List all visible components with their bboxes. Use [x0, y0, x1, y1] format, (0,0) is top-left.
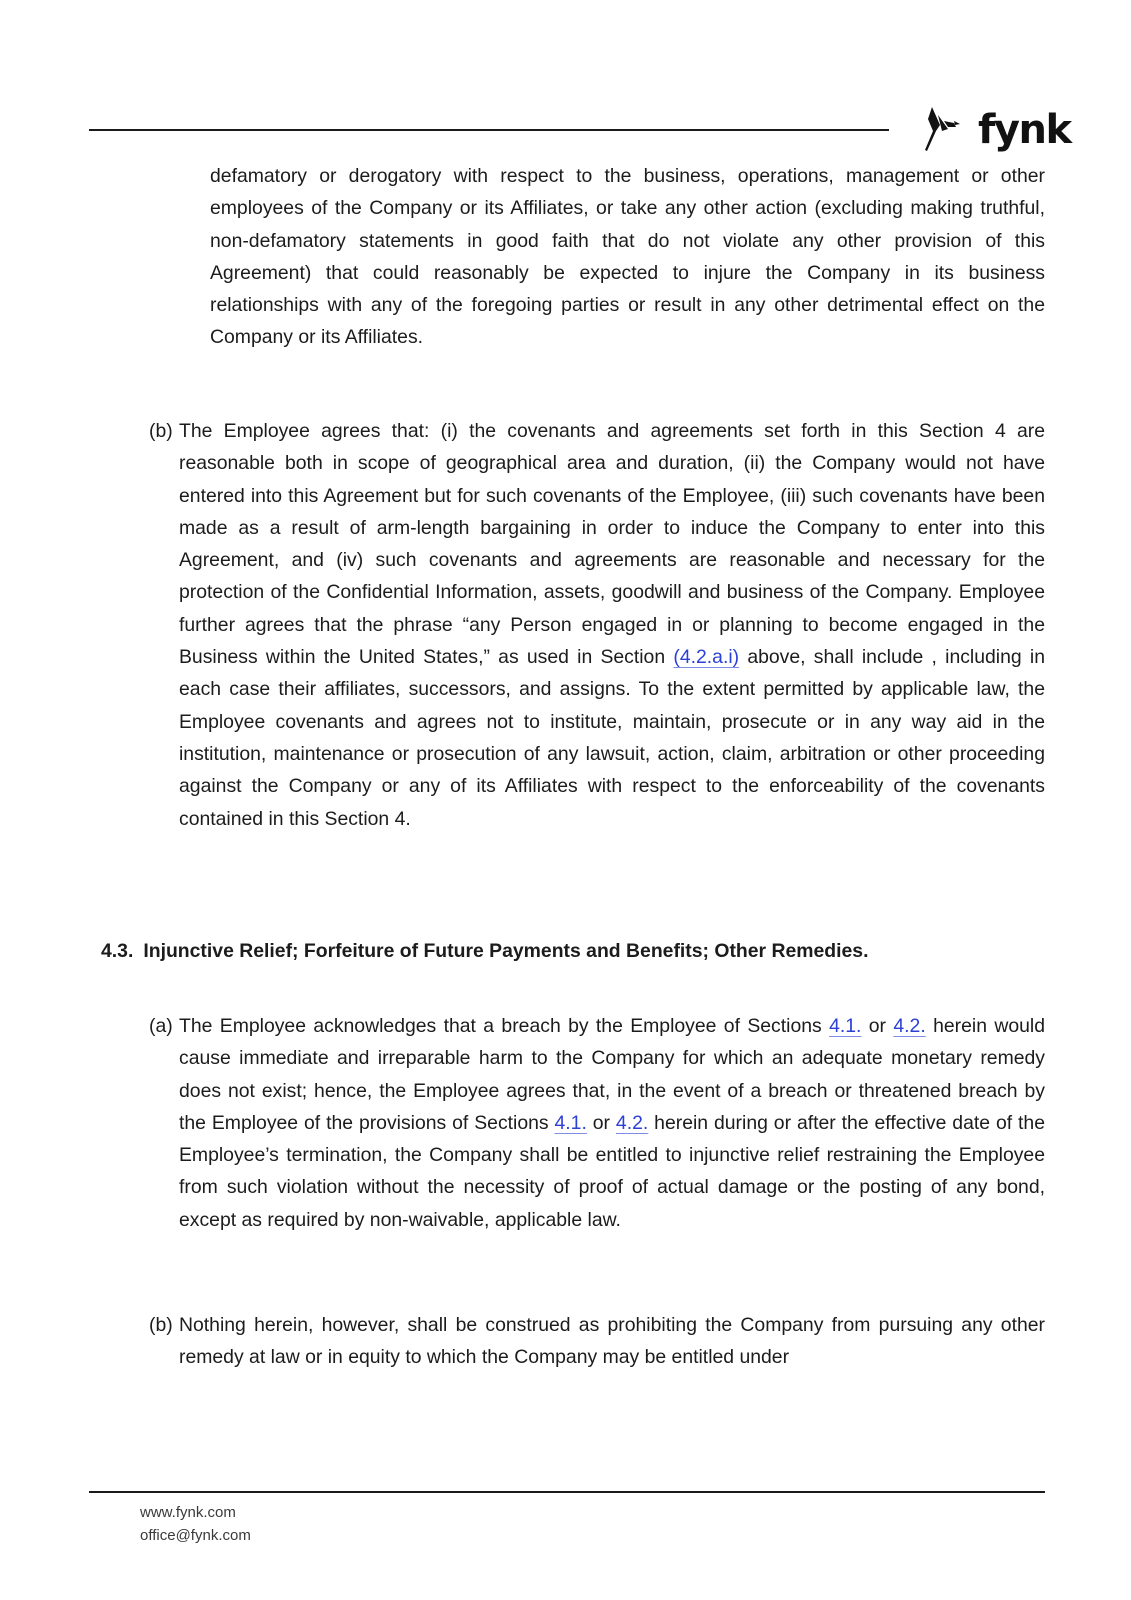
header-rule	[89, 129, 889, 131]
clause-4-3-a	[149, 1010, 1045, 1236]
section-reference-link[interactable]: 4.2.	[615, 1111, 649, 1134]
company-logo	[918, 105, 1071, 159]
section-heading	[101, 935, 868, 967]
clause-text: Nothing herein, however, shall be construed as prohibiting the Company from pursuing any other remedy at law or in equity to which the Company may be entitled under	[179, 1314, 1045, 1369]
clause-text: or	[861, 1015, 894, 1037]
footer-rule	[89, 1491, 1045, 1493]
clause-text: or	[586, 1111, 616, 1134]
list-marker: (a)	[149, 1015, 173, 1037]
section-reference-link[interactable]: 4.2.	[893, 1015, 926, 1037]
footer-website[interactable]: www.fynk.com	[140, 1504, 236, 1521]
continuation-paragraph: defamatory or derogatory with respect to the business, operations, management or other employees of the Company or its Affiliates, or take any other action (excluding making truthful, non-defamatory statements in good faith that do not violate any other provision of this Agreement) that could reasonably be expected to injure the Company in its business relationships with any of the foregoing parties or result in any other detrimental effect on the Company or its Affiliates.	[210, 165, 1045, 349]
section-number: 4.3.	[101, 940, 134, 962]
clause-text: herein during or after the effective date of the Employee’s termination, the Company shall be entitled to injunctive relief restraining the Employee from such violation without the necessity of proof of actual damage or the posting of any bond, except as required by non-waivable, applicable law.	[179, 1111, 1045, 1231]
clause-4-2-b	[149, 415, 1045, 835]
list-marker: (b)	[149, 1314, 173, 1336]
clause-text: The Employee acknowledges that a breach by the Employee of Sections	[179, 1015, 830, 1037]
bird-icon	[918, 105, 972, 155]
section-title: Injunctive Relief; Forfeiture of Future Payments and Benefits; Other Remedies.	[143, 940, 869, 962]
section-reference-link[interactable]: 4.1.	[554, 1111, 587, 1134]
clause-text: herein would cause immediate and irreparable harm to the Company for which an adequate monetary remedy does not exist; hence, the Employee agrees that, in the event of a breach or threatened breach by the Employee of the provisions of Sections	[179, 1015, 1045, 1134]
clause-text: above, shall include , including in each case their affiliates, successors, and assigns. To the extent permitted by applicable law, the Employee covenants and agrees not to institute, maintain, prosecute or in any way aid in the institution, maintenance or prosecution of any lawsuit, action, claim, arbitration or other proceeding against the Company or any of its Affiliates with respect to the enforceability of the covenants contained in this Section 4.	[179, 646, 1045, 830]
logo-text: fynk	[978, 107, 1071, 153]
section-reference-link[interactable]: (4.2.a.i)	[673, 646, 740, 669]
clause-4-3-b	[149, 1309, 1045, 1374]
clause-text: The Employee agrees that: (i) the covenants and agreements set forth in this Section 4 are reasonable both in scope of geographical area and duration, (ii) the Company would not have entered into this Agreement but for such covenants of the Employee, (iii) such covenants have been made as a result of arm-length bargaining in order to induce the Company to enter into this Agreement, and (iv) such covenants and agreements are reasonable and necessary for the protection of the Confidential Information, assets, goodwill and business of the Company. Employee further agrees that the phrase “any Person engaged in or planning to become engaged in the Business within the United States,” as used in Section	[179, 420, 1045, 669]
section-reference-link[interactable]: 4.1.	[829, 1015, 862, 1037]
list-marker: (b)	[149, 420, 173, 442]
footer-email[interactable]: office@fynk.com	[140, 1527, 251, 1544]
